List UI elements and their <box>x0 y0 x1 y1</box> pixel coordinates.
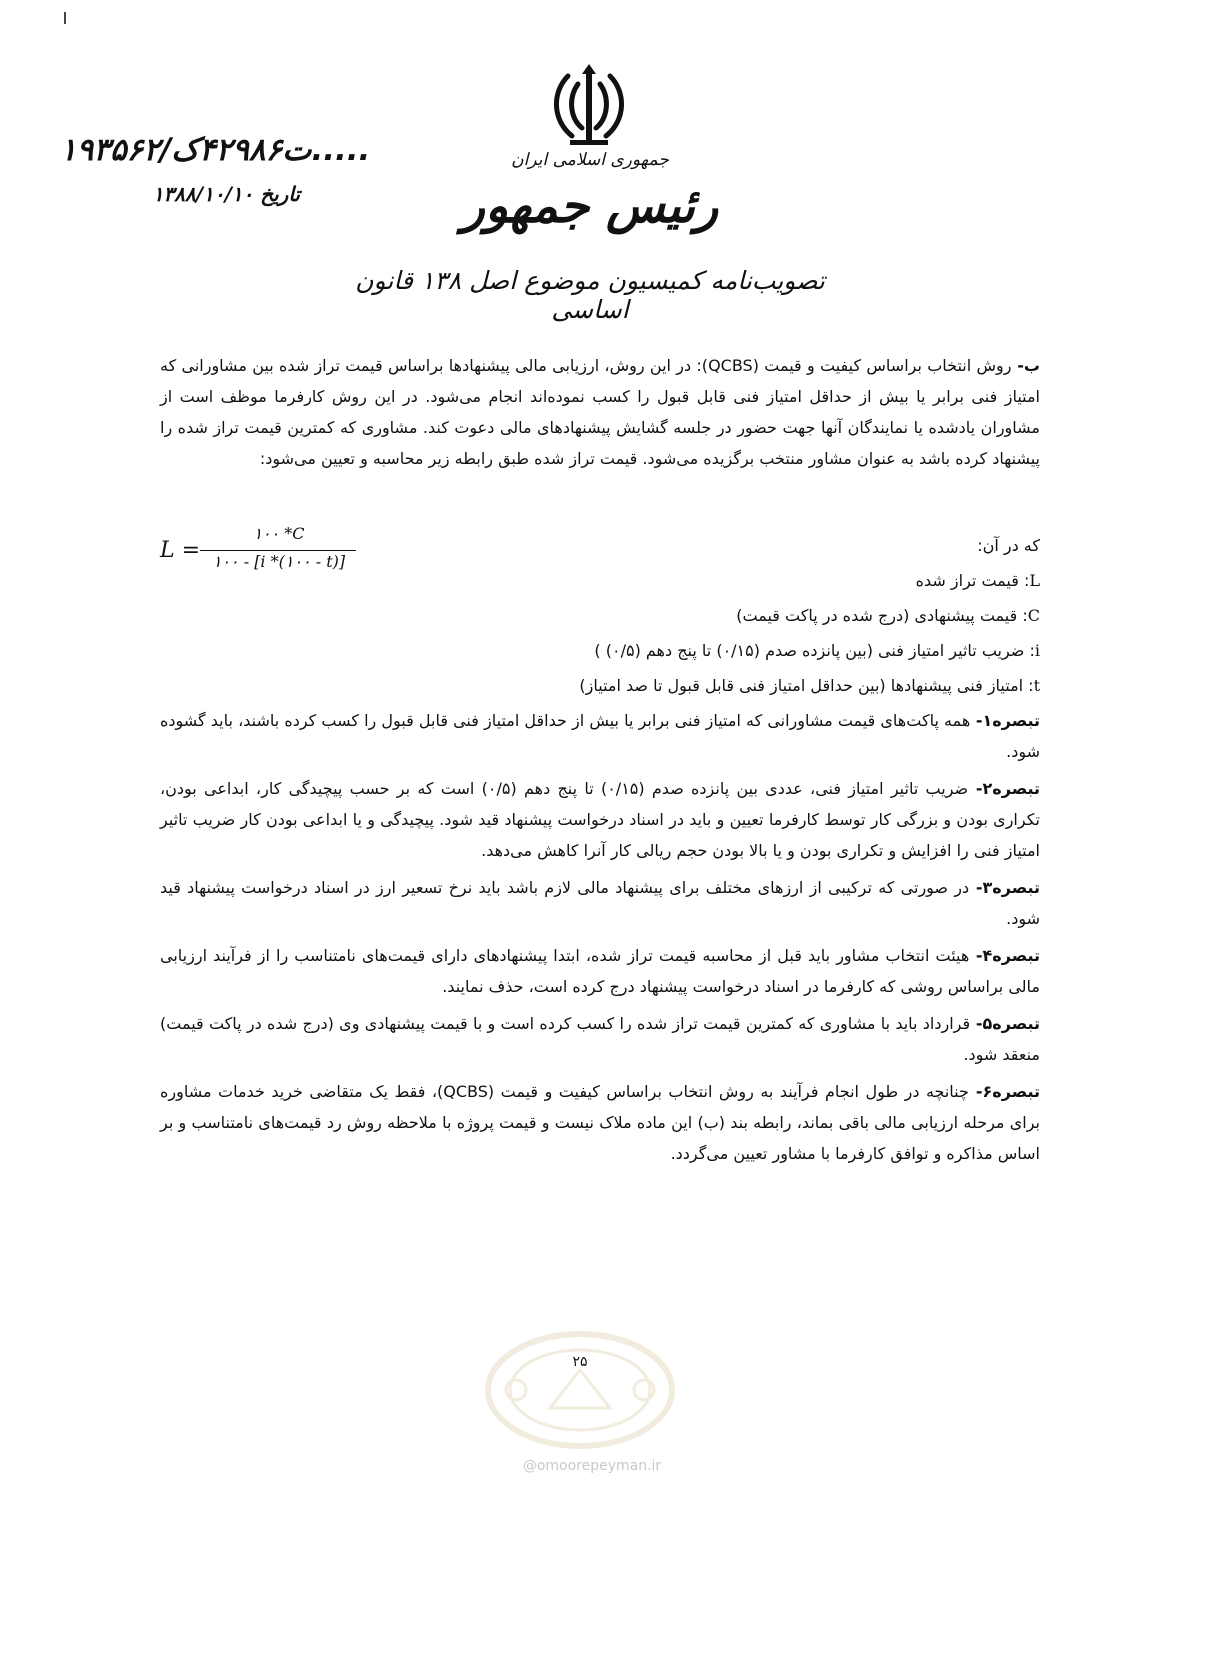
definition-key: t <box>1033 676 1040 695</box>
decree-title: تصویب‌نامه کمیسیون موضوع اصل ۱۳۸ قانون اساسی <box>355 266 825 324</box>
note-2 <box>160 773 1040 866</box>
definition-row <box>160 600 1040 631</box>
definition-row <box>160 635 1040 666</box>
definition-key: i <box>1034 641 1040 660</box>
note-6 <box>160 1076 1040 1169</box>
note-label: تبصره۵- <box>970 1014 1040 1033</box>
page-number: ۲۵ <box>572 1354 588 1370</box>
iran-emblem-icon <box>548 62 630 150</box>
formula-fraction-bar <box>200 550 356 551</box>
president-title: رئیس جمهور <box>461 178 719 234</box>
reference-number: ۱۹۳۵۶۲/ت۴۲۹۸۶ک..... <box>60 132 371 168</box>
note-label: تبصره۴- <box>969 946 1040 965</box>
round-seal-icon <box>480 1330 680 1450</box>
definition-text: : قیمت تراز شده <box>915 571 1030 590</box>
note-5 <box>160 1008 1040 1070</box>
formula-denominator: ۱۰۰ - [i *(۱۰۰ - t)] <box>212 552 346 571</box>
definition-text: : قیمت پیشنهادی (درج شده در پاکت قیمت) <box>736 606 1028 625</box>
formula-numerator: ۱۰۰ *C <box>253 524 305 543</box>
paragraph-b-text: روش انتخاب براساس کیفیت و قیمت (QCBS): در این روش، ارزیابی مالی پیشنهادها براساس قیمت تراز شده بین مشاورانی که امتیاز فنی برابر یا بیش از حداقل امتیاز فنی قابل قبول را کسب نموده‌اند انجام می‌شود. در این روش کارفرما موظف است از مشاوران یادشده یا نمایندگان آنها جهت حضور در جلسه گشایش پیشنهادهای مالی دعوت کند. مشاوری که کمترین قیمت تراز شده را پیشنهاد کرده باشد به عنوان مشاور منتخب برگزیده می‌شود. قیمت تراز شده طبق رابطه زیر محاسبه و تعیین می‌شود: <box>160 356 1040 468</box>
formula-lhs: L = <box>160 538 201 563</box>
note-text: قرارداد باید با مشاوری که کمترین قیمت تراز شده را کسب کرده است و با قیمت پیشنهادی وی (درج شده در پاکت قیمت) منعقد شود. <box>160 1014 1040 1064</box>
note-label: تبصره۱- <box>970 711 1040 730</box>
note-text: در صورتی که ترکیبی از ارزهای مختلف برای پیشنهاد مالی لازم باشد باید نرخ تسعیر ارز در اسناد درخواست پیشنهاد قید شود. <box>160 878 1040 928</box>
definition-key: L <box>1029 571 1040 590</box>
where-label: که در آن: <box>977 536 1040 555</box>
definition-text: : امتیاز فنی پیشنهادها (بین حداقل امتیاز فنی قابل قبول تا صد امتیاز) <box>579 676 1034 695</box>
document-body <box>160 350 1040 1175</box>
republic-label: جمهوری اسلامی ایران <box>511 150 669 170</box>
reference-date: تاریخ ۱۳۸۸/۱۰/۱۰ <box>152 182 300 206</box>
definition-row <box>160 670 1040 701</box>
note-text: همه پاکت‌های قیمت مشاورانی که امتیاز فنی برابر یا بیش از حداقل امتیاز فنی قابل قبول را کسب کرده باشند، باید گشوده شود. <box>160 711 1040 761</box>
note-text: ضریب تاثیر امتیاز فنی، عددی بین پانزده صدم (۰/۱۵) تا پنج دهم (۰/۵) است که بر حسب پیچیدگی کار، ابداعی بودن، تکراری بودن و بزرگی کار توسط کارفرما تعیین و باید در اسناد درخواست پیشنهاد قید شود. پیچیدگی و یا ابداعی بودن کار ضریب تاثیر امتیاز فنی را افزایش و تکراری بودن و یا بالا بودن حجم ریالی کار آنرا کاهش می‌دهد. <box>160 779 1040 860</box>
note-1 <box>160 705 1040 767</box>
note-label: تبصره۲- <box>968 779 1040 798</box>
paragraph-b <box>160 350 1040 474</box>
watermark: @omoorepeyman.ir <box>522 1458 662 1474</box>
definition-text: : ضریب تاثیر امتیاز فنی (بین پانزده صدم (۰/۱۵) تا پنج دهم (۰/۵) ) <box>594 641 1035 660</box>
scan-mark <box>64 12 66 24</box>
levelized-price-formula <box>160 524 360 576</box>
note-text: هیئت انتخاب مشاور باید قبل از محاسبه قیمت تراز شده، ابتدا پیشنهادهای دارای قیمت‌های نامتناسب را از فرآیند ارزیابی مالی براساس روشی که کارفرما در اسناد درخواست پیشنهاد درج کرده است، حذف نمایند. <box>160 946 1040 996</box>
note-4 <box>160 940 1040 1002</box>
note-text: چنانچه در طول انجام فرآیند به روش انتخاب براساس کیفیت و قیمت (QCBS)، فقط یک متقاضی خرید خدمات مشاوره برای مرحله ارزیابی مالی باقی بماند، رابطه بند (ب) این ماده ملاک نیست و قیمت پروژه با ملاحظه روش رد قیمت‌های نامتناسب و بر اساس مذاکره و توافق کارفرما با مشاور تعیین می‌گردد. <box>160 1082 1040 1163</box>
note-3 <box>160 872 1040 934</box>
note-label: تبصره۶- <box>968 1082 1040 1101</box>
formula-spacer <box>160 478 1040 530</box>
definition-key: C <box>1027 606 1040 625</box>
note-label: تبصره۳- <box>969 878 1040 897</box>
paragraph-b-label: ب- <box>1011 356 1041 375</box>
